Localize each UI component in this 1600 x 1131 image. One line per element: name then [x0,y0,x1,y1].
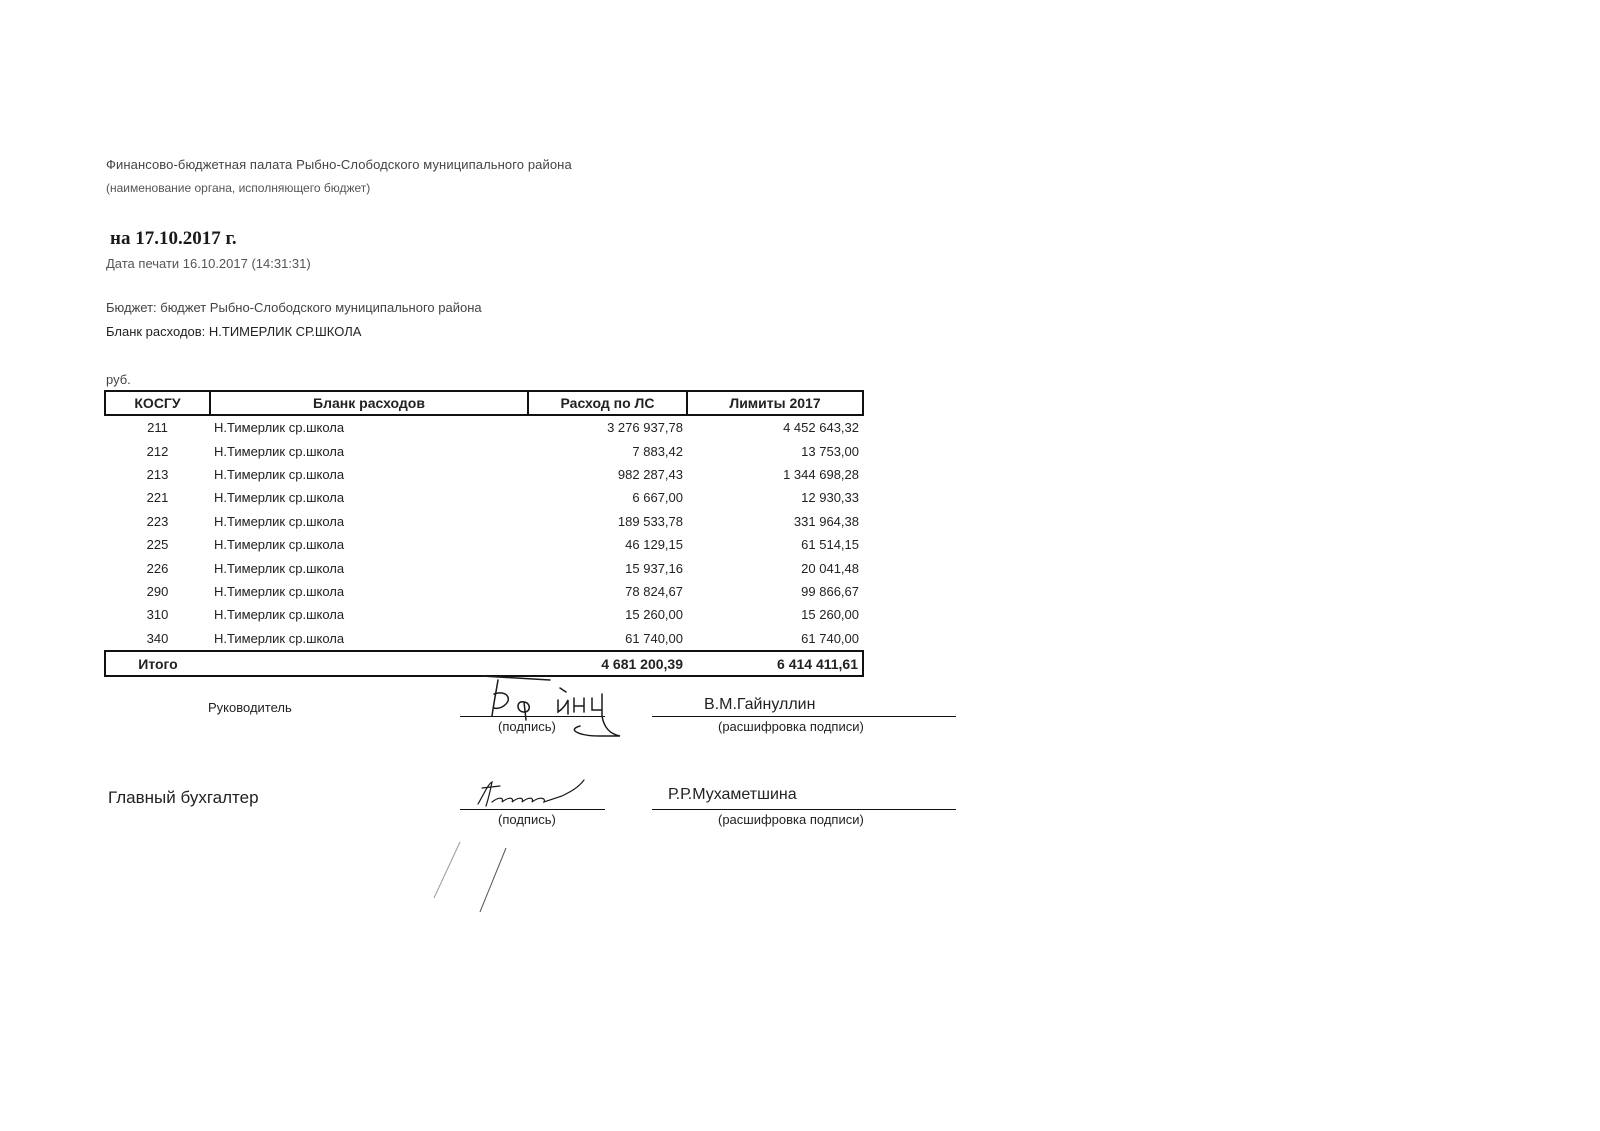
accountant-name-caption: (расшифровка подписи) [718,812,864,827]
form-cell: Н.Тимерлик ср.школа [214,630,345,646]
limit-cell: 99 866,67 [801,583,859,599]
kosgu-cell: 340 [146,630,169,646]
expense-cell: 7 883,42 [632,443,683,459]
expense-cell: 46 129,15 [625,537,683,553]
expense-cell: 78 824,67 [625,583,683,599]
expense-form-line: Бланк расходов: Н.ТИМЕРЛИК СР.ШКОЛА [106,324,362,339]
form-cell: Н.Тимерлик ср.школа [214,420,345,436]
report-date: на 17.10.2017 г. [110,228,237,249]
limit-cell: 20 041,48 [801,560,859,576]
head-role-label: Руководитель [208,700,292,715]
table-row [105,603,863,626]
limit-cell: 61 514,15 [801,537,859,553]
table-row [105,510,863,533]
table-row [105,463,863,486]
expense-cell: 15 260,00 [625,607,683,623]
limit-cell: 1 344 698,28 [783,466,859,482]
kosgu-cell: 290 [146,583,169,599]
limit-cell: 4 452 643,32 [783,420,859,436]
table-row [105,533,863,556]
accountant-name: Р.Р.Мухаметшина [668,786,797,803]
scan-artifact-strokes [430,840,520,920]
expense-table [104,390,864,677]
kosgu-cell: 223 [146,513,169,529]
column-header-expense: Расход по ЛС [528,391,687,415]
total-label: Итого [105,651,210,676]
kosgu-cell: 221 [146,490,169,506]
column-header-limit: Лимиты 2017 [687,391,863,415]
form-cell: Н.Тимерлик ср.школа [214,466,345,482]
expense-cell: 3 276 937,78 [607,420,683,436]
limit-cell: 12 930,33 [801,490,859,506]
limit-cell: 15 260,00 [801,607,859,623]
expense-cell: 61 740,00 [625,630,683,646]
kosgu-cell: 212 [146,443,169,459]
table-row [105,486,863,509]
limit-cell: 13 753,00 [801,443,859,459]
head-name-line [652,716,956,717]
total-expense: 4 681 200,39 [528,651,687,676]
limit-cell: 61 740,00 [801,630,859,646]
budget-line: Бюджет: бюджет Рыбно-Слободского муниципального района [106,300,482,315]
total-limit: 6 414 411,61 [687,651,863,676]
table-row [105,556,863,579]
column-header-form: Бланк расходов [210,391,528,415]
table-header-row [105,391,863,415]
head-name: В.М.Гайнуллин [704,696,816,713]
head-signature-image [470,672,650,742]
expense-cell: 982 287,43 [617,466,683,482]
currency-unit: руб. [106,372,131,387]
limit-cell: 331 964,38 [793,513,859,529]
accountant-signature-caption: (подпись) [498,812,556,827]
table-row [105,439,863,462]
expense-cell: 6 667,00 [632,490,683,506]
form-cell: Н.Тимерлик ср.школа [214,583,345,599]
kosgu-cell: 225 [146,537,169,553]
kosgu-cell: 213 [146,466,169,482]
form-cell: Н.Тимерлик ср.школа [214,537,345,553]
accountant-signature-image [470,774,600,814]
head-name-caption: (расшифровка подписи) [718,719,864,734]
kosgu-cell: 310 [146,607,169,623]
kosgu-cell: 211 [147,420,168,436]
expense-cell: 189 533,78 [617,513,683,529]
expense-cell: 15 937,16 [625,560,683,576]
print-date: Дата печати 16.10.2017 (14:31:31) [106,256,311,271]
form-cell: Н.Тимерлик ср.школа [214,607,345,623]
form-cell: Н.Тимерлик ср.школа [214,513,345,529]
head-signature-caption: (подпись) [498,719,556,734]
kosgu-cell: 226 [146,560,169,576]
accountant-role-label: Главный бухгалтер [108,788,259,807]
accountant-name-line [652,809,956,810]
table-row [105,415,863,439]
table-row [105,627,863,651]
column-header-kosgu: КОСГУ [105,391,210,415]
organization-caption: (наименование органа, исполняющего бюджет) [106,181,371,195]
form-cell: Н.Тимерлик ср.школа [214,443,345,459]
table-row [105,580,863,603]
organization-name: Финансово-бюджетная палата Рыбно-Слободского муниципального района [106,157,572,172]
form-cell: Н.Тимерлик ср.школа [214,560,345,576]
form-cell: Н.Тимерлик ср.школа [214,490,345,506]
